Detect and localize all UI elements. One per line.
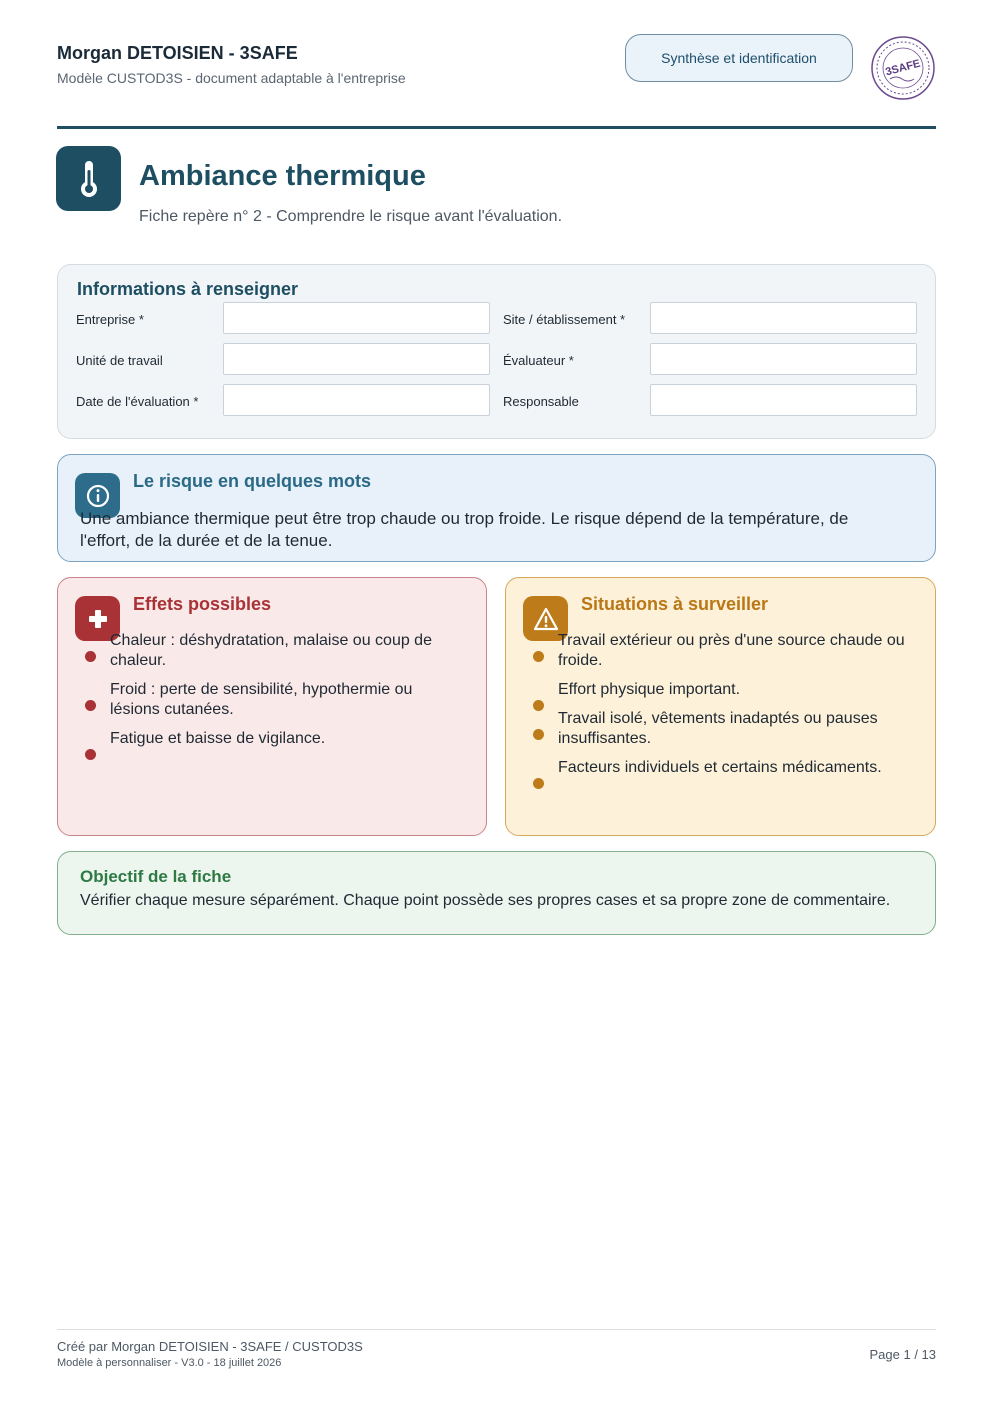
responsable-field[interactable] — [650, 384, 917, 416]
effects-item-text: Chaleur : déshydratation, malaise ou coup de chaleur. — [110, 632, 432, 669]
thermometer-icon — [56, 146, 121, 211]
goal-text: Vérifier chaque mesure séparément. Chaque point possède ses propres cases et sa propre zone de commentaire. — [80, 892, 891, 909]
header-divider — [57, 126, 936, 129]
site-label: Site / établissement * — [503, 312, 626, 327]
effects-item-text: Froid : perte de sensibilité, hypothermie ou lésions cutanées. — [110, 681, 413, 718]
bullet — [85, 700, 96, 711]
bullet — [85, 749, 96, 760]
situations-item-text: Travail extérieur ou près d'une source chaude ou froide. — [558, 632, 905, 669]
page-number: Page 1 / 13 — [869, 1347, 936, 1362]
circular-stamp-logo — [870, 35, 936, 101]
list-item — [506, 631, 935, 671]
author-name: Morgan DETOISIEN - 3SAFE — [57, 43, 298, 63]
bullet — [85, 651, 96, 662]
situations-list — [506, 631, 935, 787]
risk-summary-text: Une ambiance thermique peut être trop chaude ou trop froide. Le risque dépend de la température, de l'effort, de la durée et de la tenue. — [80, 509, 849, 550]
page-title: Ambiance thermique — [139, 160, 426, 192]
effects-card — [57, 577, 487, 836]
list-item — [58, 631, 486, 671]
situations-item-text: Travail isolé, vêtements inadaptés ou pauses insuffisantes. — [558, 710, 878, 747]
list-item — [506, 758, 935, 778]
list-item — [506, 680, 935, 700]
risk-summary-box — [57, 454, 936, 562]
bullet — [533, 778, 544, 789]
situations-card-title: Situations à surveiller — [581, 594, 769, 614]
bullet — [533, 651, 544, 662]
date-evaluation-field[interactable] — [223, 384, 490, 416]
situations-item-text: Facteurs individuels et certains médicaments. — [558, 759, 882, 776]
stamp-text: 3SAFE — [884, 57, 922, 79]
list-item — [506, 709, 935, 749]
unite-travail-field[interactable] — [223, 343, 490, 375]
site-field[interactable] — [650, 302, 917, 334]
information-form-title: Informations à renseigner — [77, 279, 299, 299]
evaluateur-field[interactable] — [650, 343, 917, 375]
entreprise-label: Entreprise * — [76, 312, 144, 327]
goal-box — [57, 851, 936, 935]
evaluateur-label: Évaluateur * — [503, 353, 574, 368]
effects-card-title: Effets possibles — [133, 594, 272, 614]
page-subtitle: Fiche repère n° 2 - Comprendre le risque avant l'évaluation. — [139, 208, 563, 225]
information-form — [57, 264, 936, 439]
footer-divider — [57, 1329, 936, 1330]
situations-card — [505, 577, 936, 836]
unite-travail-label: Unité de travail — [76, 353, 163, 368]
goal-title: Objectif de la fiche — [80, 867, 232, 886]
footer-version: Modèle à personnaliser - V3.0 - 18 juillet 2026 — [57, 1357, 282, 1369]
list-item — [58, 680, 486, 720]
effects-list — [58, 631, 486, 758]
model-description: Modèle CUSTOD3S - document adaptable à l'entreprise — [57, 70, 406, 86]
list-item — [58, 729, 486, 749]
date-evaluation-label: Date de l'évaluation * — [76, 394, 199, 409]
effects-item-text: Fatigue et baisse de vigilance. — [110, 730, 326, 747]
footer-credit: Créé par Morgan DETOISIEN - 3SAFE / CUSTOD3S — [57, 1339, 363, 1354]
section-button[interactable]: Synthèse et identification — [625, 34, 853, 82]
situations-item-text: Effort physique important. — [558, 681, 741, 698]
bullet — [533, 729, 544, 740]
entreprise-field[interactable] — [223, 302, 490, 334]
page-header — [57, 40, 936, 130]
risk-summary-title: Le risque en quelques mots — [133, 471, 372, 491]
responsable-label: Responsable — [503, 394, 579, 409]
